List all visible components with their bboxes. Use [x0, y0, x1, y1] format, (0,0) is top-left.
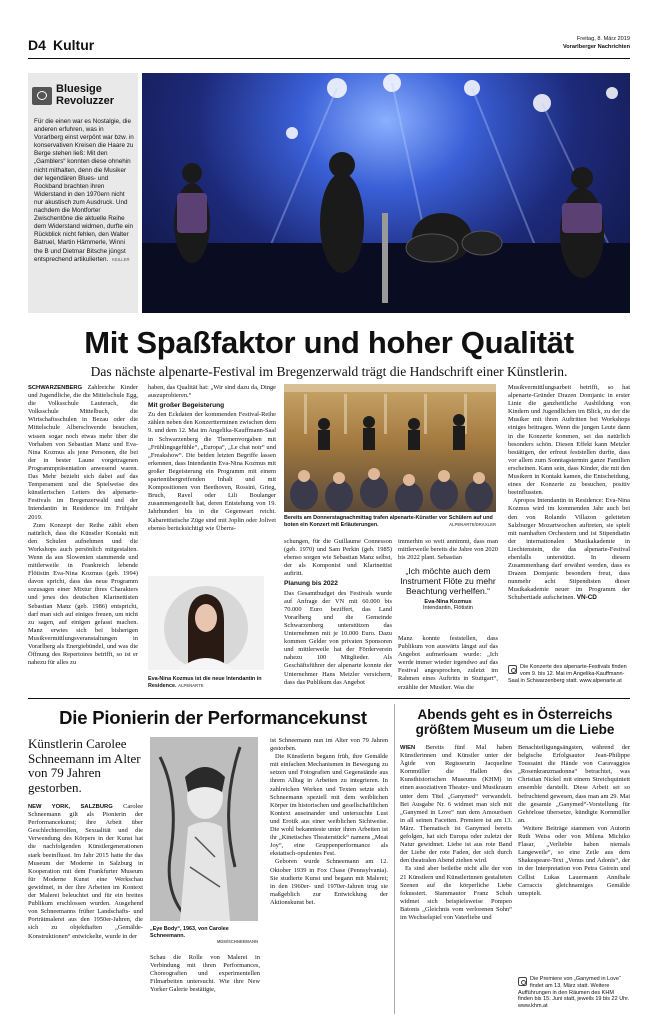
eye-body-photo	[150, 737, 258, 921]
concert-photo	[142, 73, 630, 313]
article2-col-1	[28, 803, 143, 1013]
body-text: schungen, für die Guillaume Connesson (geb. 1970) und Sam Perkin (geb. 1985) ebenso sorgen wie Sebastian Manz selbst, der als Komponist und Klarinettist auftritt.	[284, 538, 392, 578]
issue-date: Freitag, 8. März 2019	[576, 36, 630, 42]
dateline: SCHWARZENBERG	[28, 385, 83, 391]
pull-quote	[398, 566, 498, 611]
page-number: D4	[28, 37, 46, 53]
body-text: Es sind aber beileibe nicht alle der von 21 Künstlern und Künstlerinnen gestalteten Szenen auf die körperliche Liebe fokussiert. Stammautor Franz Schuh widmet sich beispielsweise Pompeo Batonis „Gleichnis vom verlorenen Sohn“ im Wechselspiel von Vaterliebe und	[400, 865, 512, 921]
subheading: Mit großer Begeisterung	[148, 402, 225, 410]
body-text: immerhin so weit annimmt, dass man mittlerweile bereits die Jahre von 2020 bis 2022 plant. Sebastian	[398, 538, 498, 562]
body-text: Zahlreiche Kinder und Jugendliche, die die Mittelschule Egg, die Volksschule Lauterach, die Volksschule Mittelbuch, die Wirtschaftsschulen in Bezau oder die Mittelschule Alberschwende besuchen, wissen sogar noch etwas mehr über die Vorhaben von Sebastian Manz und Eva-Nina Kozmus als jene Personen, die bei der in bester Laune vorgetragenen Programmpräsentation anwesend waren. Das Mehr bezieht sich dabei auf das Temperament und die Spielweise des künstlerischen Leiters des alpenarte-Festivals im Bregenzerwald und der Intendantin in Residence im Frühjahr 2019.	[28, 384, 138, 521]
dateline: NEW YORK, SALZBURG	[28, 804, 113, 810]
main-col-4b	[398, 635, 498, 691]
quote-text: „Ich möchte auch dem Instrument Flöte zu mehr Beachtung verhelfen.“	[400, 566, 496, 596]
main-col-1	[28, 384, 138, 690]
main-col-2	[148, 384, 276, 574]
sidebar-credit: KEILLER	[111, 256, 130, 262]
body-text: haben, das Qualität hat: „Wir sind dazu da, Dinge auszuprobieren.“	[148, 384, 276, 400]
camera-icon	[32, 87, 52, 105]
body-text: Das Gesamtbudget des Festivals wurde auf Anfrage der VN mit 60.000 bis 70.000 Euro beziffert, das Land Vorarlberg und die Gemeinde Schwarzenberg unterstützen das Unternehmen mit je 10.000 Euro. Dazu kommen Gelder von privaten Sponsoren und mittlerweile hat der Förderverein nahezu 100 Mitglieder. Als Geschäftsführer der alpenarte konnte der Unternehmer Hans Metzler versichern, dass das Publikum das Angebot	[284, 589, 392, 686]
info-text: Die Konzerte des alpenarte-Festivals finden vom 9. bis 12. Mai im Angelika-Kauffmann-Saal in Schwarzenberg statt. www.alpenarte.at	[508, 664, 627, 684]
article2-col-3	[270, 737, 388, 1014]
main-col-5	[508, 384, 630, 660]
photo-credit: ALPENARTE/DRAXLER	[449, 521, 496, 527]
body-text: Die Künstlerin begann früh, ihre Gemälde mit einfachen Mechanismen in Bewegung zu setzen und Fotografien und Gegenstände aus ihrem Alltag in Arbeiten zu integrieren. In zahlreichen Werken und Texten setzte sich Schneemann speziell mit dem weiblichen Körper im historischen und gesellschaftlichen Kontext auseinander und untersuchte Lust und Erotik aus einer weiblichen Sichtweise. Die wohl bekannteste unter ihren Arbeiten ist ihr „Kinetisches Theaterstück“ namens „Meat Joy“, eine Gruppenperformance als ekstatisch-opulentes Fest.	[270, 753, 388, 858]
section-title: Kultur	[53, 37, 95, 53]
article3-headline: Abends geht es in Österreichs größtem Museum um die Liebe	[415, 707, 615, 737]
info-icon	[518, 977, 527, 986]
paper-name: Vorarlberger Nachrichten	[562, 44, 630, 50]
article2-headline: Die Pionierin der Performancekunst	[59, 707, 367, 728]
article3-col-1	[400, 744, 512, 1014]
caption-text: Bereits am Donnerstagnachmittag trafen alpenarte-Künstler vor Schülern auf und boten ein Konzert mit Erläuterungen.	[284, 515, 493, 528]
body-text: Benachteiligungsängsten, während der belgische Erfolgsautor Jean-Philippe Toussaint die Hände von Caravaggios „Rosenkranzmadonna“ betrachtet, was Christian Nickel mit einem Streichquintett ensemble darstellt. Diese Arbeit sei so befruchtend gewesen, dass man am 29. Mai die gesamte „Ganymed“-Vorstellung für Gehörlose übersetze, kündigte Kornmüller an.	[518, 744, 630, 824]
article2-col-2	[150, 954, 260, 1014]
eye-body-caption	[150, 926, 258, 946]
main-deck: Das nächste alpenarte-Festival im Bregenzerwald trägt die Handschrift einer Künstlerin.	[90, 364, 568, 379]
body-text: Manz konnte feststellen, dass Publikum von auswärts längst auf das Angebot aufmerksam wurde: „Ich werde immer wieder irgendwo auf das Festival angesprochen, zuletzt im Rahmen eines Auftritts in Stuttgart“, erzählte der Musiker. Was die	[398, 635, 498, 691]
caption-text: Eva-Nina Kozmus ist die neue Intendantin in Residence.	[148, 676, 262, 689]
ganymed-info	[518, 976, 630, 1010]
page-header	[28, 36, 630, 58]
body-text: Geboren wurde Schneemann am 12. Oktober 1939 in Fox Chase (Pennsylvania). Sie studierte Kunst und begann mit Malerei; in den 1960er- und 1970er-Jahren trug sie maßgeblich zur Entwicklung der Aktionskunst bei.	[270, 858, 388, 906]
school-concert-photo	[284, 384, 496, 512]
portrait-photo	[148, 576, 264, 670]
body-text: Carolee Schneemann gilt als Pionierin der Performancekunst; ihre Arbeit über Geschlechterrollen, Sexualität und die Verwendung des Körpers in der Kunst hat die nachfolgenden Künstlergenerationen stark beeinflusst. Im Jahr 2015 hatte ihr das Museum der Moderne in Salzburg in Kooperation mit dem Frankfurter Museum für Moderne Kunst eine Werkschau gewidmet, in der ihre Arbeiten im Kontext der Malerei beleuchtet und für ein breites Publikum erschlossen wurden. Ausgehend von Schneemanns früher Landschafts- und Porträtmalerei aus den 1950er-Jahren, die sich zu objekthaften „Gemälde-Konstruktionen“ entwickelte, wurde in der	[28, 803, 143, 940]
info-text: Die Premiere von „Ganymed in Love“ findet am 13. März statt. Weitere Aufführungen in den Räumen des KHM finden bis 15. Juni statt, jeweils 19 bis 22 Uhr. www.khm.at	[518, 976, 630, 1010]
caption-text: „Eye Body“, 1963, von Carolee Schneemann.	[150, 926, 229, 939]
body-text: Schau die Rolle von Malerei in Verbindung mit ihren Performances, Choreografien und experimentellen Filmarbeiten untersucht. Wie ihre New Yorker Galerie bestätigte,	[150, 954, 260, 994]
main-col-3	[284, 538, 392, 691]
quote-author: Eva-Nina Kozmus	[424, 599, 472, 605]
body-text: Zum Konzept der Reihe zählt eben natürlich, dass die Künstler Kontakt mit den Schulen aufnehmen und die Workshops auch persönlich mitgestalten. Wenn da aus Slowenien stammende und mittlerweile in Frankreich lebende Flötistin Eva-Nina Kozmus (geb. 1994) davon spricht, dass das neue Programm sozusagen einer Mixtur ihres Charakters und jenes des deutschen Klarinettisten Sebastian Manz (geb. 1986) entspricht, darf man sich auf einiges freuen, um nicht zu sagen, auf einigen gefasst machen. Manz erwies sich bei bisherigen Musikvermittlungsveranstaltungen in Vorarlberg als Energiebündel, und was die Öffnung des Repertoires betrifft, so ist er nahezu für alles zu	[28, 521, 138, 667]
school-concert-caption	[284, 515, 496, 528]
article2-deck: Künstlerin Carolee Schneemann im Alter von 79 Jahren gestorben.	[28, 736, 141, 795]
main-col-4	[398, 538, 498, 562]
festival-info	[508, 664, 630, 684]
body-text: ist Schneemann nun im Alter von 79 Jahren gestorben.	[270, 737, 388, 753]
body-text: Weitere Beiträge stammen von Autorin Ruth Weiss oder von Milena Michiko Flasar, „Verliebte haben niemals Langeweile“, so eine Zeile aus dem Shakespeare-Text „Venus und Adonis“, der in der Interpretation von Petra Gstrein und Cellist Lukas Lauermann Annibale Carraccis gleichnamiges Gemälde umspielt.	[518, 824, 630, 897]
sidebar-box	[28, 73, 138, 313]
body-text: Bereits fünf Mal haben Künstlerinnen und Künstler unter der Ägide von Regisseurin Jacqueline Kornmüller die Hallen des Kunsthistorischen Museums (KHM) in einen assoziativen Theater- und Musikraum unter dem Titel „Ganymed“ verwandelt. Bei Ausgabe Nr. 6 widmet man sich mit „Ganymed in Love“ nun dem Amourösen in all seinen Facetten. Premiere ist am 13. März. Thematisch ist Ganymed bereits gefolgen, hat sich Europa oder zuletzt der Natur gewidmet. Liebe ist aus rote Band der Liebe der rote Faden, der sich durch den theatralen Abend ziehen wird.	[400, 744, 512, 865]
portrait-caption	[148, 676, 276, 689]
quote-role: Intendantin, Flötistin	[422, 605, 474, 611]
photo-credit: MDM/SCHNEEMANN	[216, 939, 258, 945]
dateline: WIEN	[400, 745, 416, 751]
photo-credit: ALPENARTE	[177, 682, 204, 688]
author-sign: VN-CD	[576, 594, 597, 602]
sidebar-title: Bluesige Revoluzzer	[56, 83, 115, 107]
info-icon	[508, 665, 517, 674]
body-text: Apropos Intendantin in Residence: Eva-Nina Kozmus wird im kommenden Jahr auch bei den von Rolando Villazon geleiteten Salzburger Mozartwochen auftreten, sie spielt mit namhaften Orchestern und ist Stipendiatin der internationalen Musikakademie in Liechtenstein, die das alpenarte-Festival ebenfalls unterstützt. In diesem Zusammenhang darf erwähnt werden, dass es Drazen Domjanic besonders freut, dass nunmehr acht Stipendisten dieser Musikakademie neuer im Programm der Schubertiade aufscheinen.	[508, 497, 630, 602]
subheading: Planung bis 2022	[284, 580, 338, 588]
main-headline: Mit Spaßfaktor und hoher Qualität	[84, 325, 574, 360]
body-text: Zu den Eckdaten der kommenden Festival-Reihe zählen neben den Konzertterminen zwischen dem 9. und dem 12. Mai im Angelika-Kauffmann-Saal in Schwarzenberg die Themenvorgaben mit „Frühlingsgefühle“, „Europa“, „Le chat noir“ und „Freakshow“. Die beiden letzten Begriffe lassen erkennen, dass Intendantin Eva-Nina Kozmus mit großer Begeisterung ein Programm mit einem spartenübergreifenden Inhalt und mit Kompositionen von Beethoven, Rossini, Grieg, Bruch, Ravel oder Lili Boulanger zusammengestellt hat, deren Entstehung von 19. Jahrhundert bis in die Gegenwart reicht. Kabarettistische Züge sind mit Joplin oder Jolivet ebenso berücksichtigt wie Überra-	[148, 411, 276, 532]
article3-col-2	[518, 744, 630, 972]
sidebar-text: Für die einen war es Nostalgie, die anderen erfuhren, was in Vorarlberg einst verpönt war bzw. in konservativen Kreisen die Haare zu Berge stehen ließ: Mit den „Gamblers“ konnten diese ohnehin nicht mithalten, denn die Musiker der legendären Blues- und Rockband brachten ihren Widerstand in den 1970ern nicht nur akustisch zum Ausdruck. Und nachdem die Montforter Zwischentöne die aktuelle Reihe dem Widerstand widmen, durfte ein Rückblick nicht fehlen, den Walter Batruel, Martin Hämmerle, Winni the B und Dietmar Bitsche jüngst entsprechend artikulierten.	[34, 118, 134, 263]
body-text: Musikvermittlungsarbeit betrifft, so hat alpenarte-Gründer Drazen Domjanic in erster Linie die ganzheitliche Ausbildung von Kindern und Jugendlichen im Blick, zu der die Musiker mit ihren Auftritten bei Workshops einiges beitragen. Wenn die jungen Leute dann in die Konzerte kommen, sei das natürlich besonders schön. Diesen Effekt kann Metzler bestätigen, der erfreut feststellen durfte, dass vor allem zum Sonntagstermin ganze Familien erscheinen. Kann sein, dass Kinder, die mit den Musikern in Kontakt kamen, die Entscheidung, eines der Konzerte zu besuchen, positiv beeinflussten.	[508, 384, 630, 497]
